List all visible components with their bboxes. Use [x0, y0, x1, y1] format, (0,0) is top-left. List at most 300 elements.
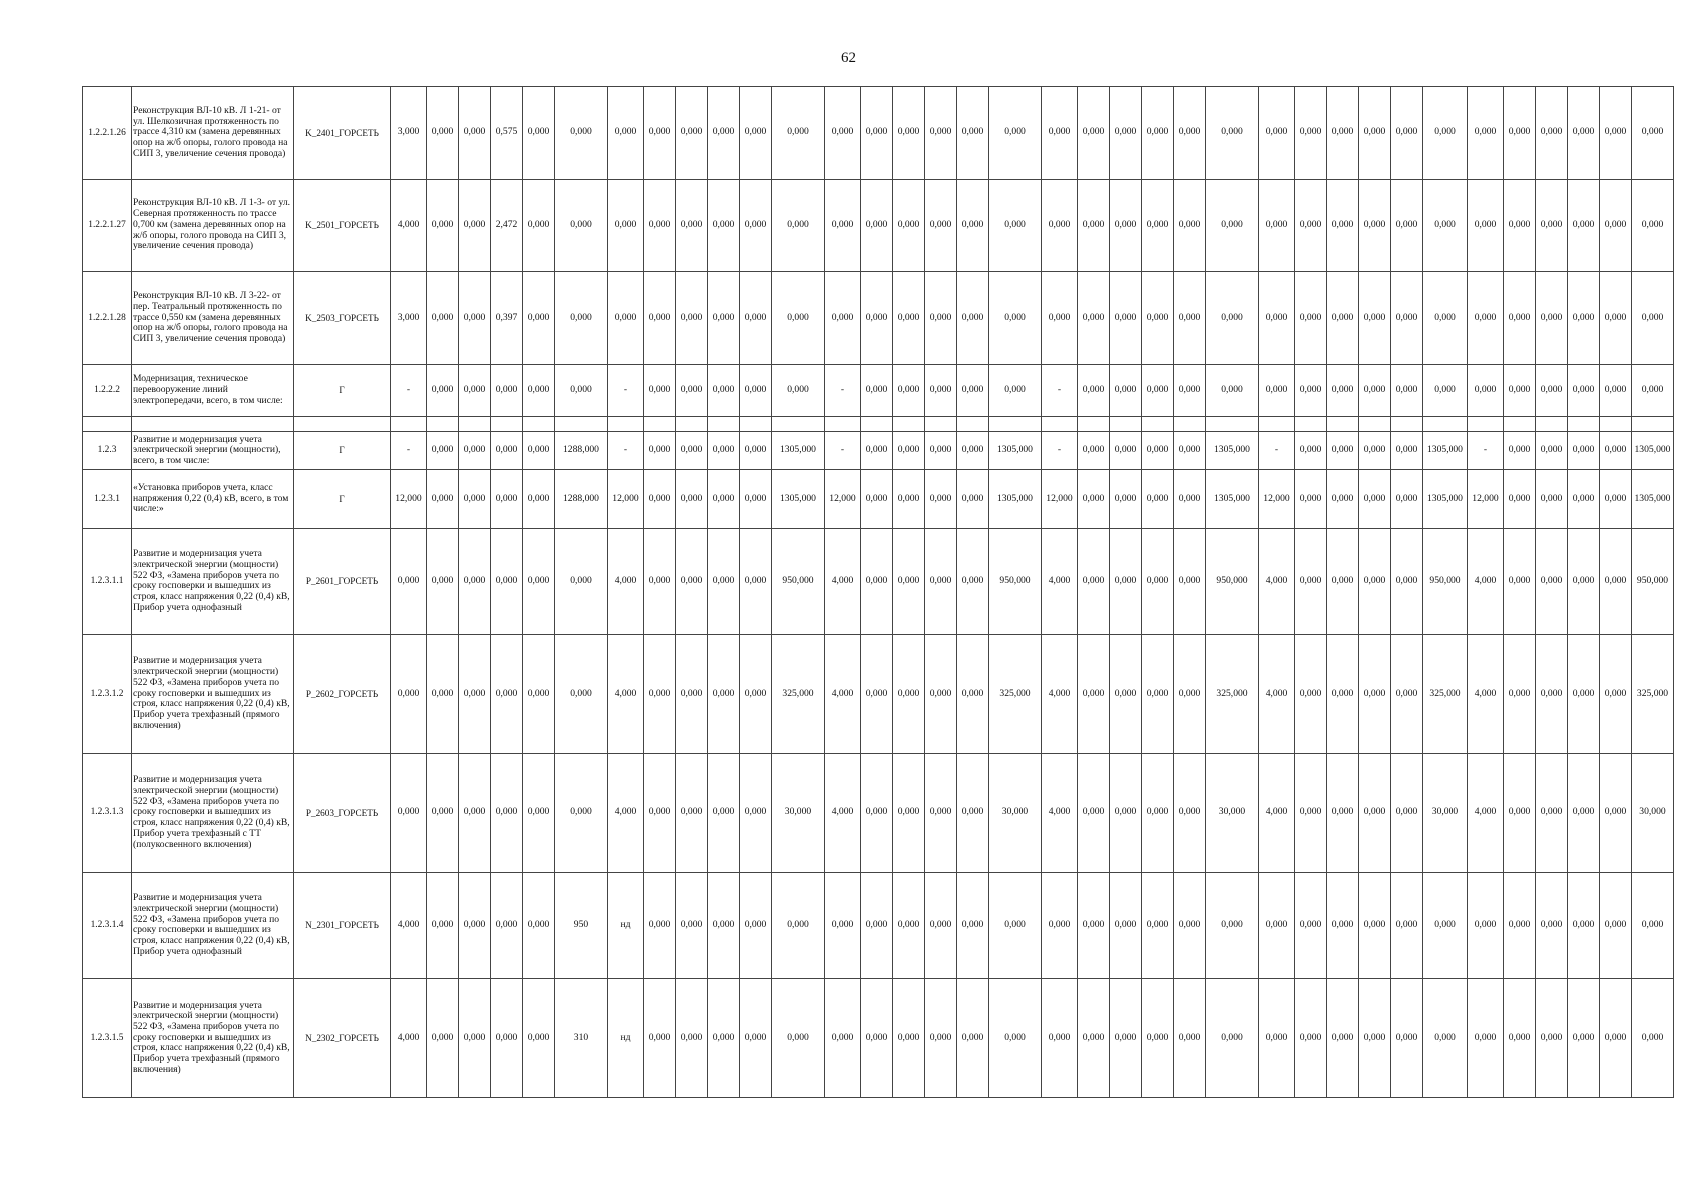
value-cell: 0,000 — [925, 432, 957, 470]
value-cell: 0,000 — [459, 432, 491, 470]
value-cell: 0,000 — [1295, 87, 1327, 180]
value-cell: 0,000 — [1327, 872, 1359, 979]
table-row — [83, 432, 1674, 470]
value-cell: 0,000 — [1327, 272, 1359, 365]
value-cell: 0,000 — [1600, 979, 1632, 1098]
value-cell: 0,000 — [1295, 979, 1327, 1098]
value-cell: 0,000 — [989, 87, 1042, 180]
value-cell: 0,000 — [957, 432, 989, 470]
value-cell: 4,000 — [391, 872, 427, 979]
spacer-row — [83, 416, 1674, 431]
value-cell: 4,000 — [1259, 635, 1295, 754]
value-cell: 0,000 — [925, 272, 957, 365]
value-cell: 950,000 — [1206, 528, 1259, 635]
value-cell: 0,000 — [555, 528, 608, 635]
value-cell: 0,000 — [459, 635, 491, 754]
value-cell: 0,000 — [1391, 272, 1423, 365]
empty-cell — [893, 416, 925, 431]
value-cell: 0,000 — [1568, 872, 1600, 979]
value-cell: 0,000 — [1174, 979, 1206, 1098]
value-cell: 0,000 — [555, 179, 608, 272]
value-cell: - — [1042, 432, 1078, 470]
row-number: 1.2.2.1.27 — [83, 179, 132, 272]
empty-cell — [957, 416, 989, 431]
value-cell: 0,000 — [459, 364, 491, 416]
value-cell: 0,000 — [740, 364, 772, 416]
value-cell: 0,000 — [1504, 528, 1536, 635]
value-cell: 0,000 — [1295, 753, 1327, 872]
value-cell: 0,000 — [1078, 753, 1110, 872]
project-code: Г — [294, 364, 391, 416]
project-code: K_2501_ГОРСЕТЬ — [294, 179, 391, 272]
value-cell: 0,000 — [1359, 872, 1391, 979]
value-cell: 30,000 — [1206, 753, 1259, 872]
value-cell: 0,000 — [957, 272, 989, 365]
project-code: K_2503_ГОРСЕТЬ — [294, 272, 391, 365]
value-cell: 0,000 — [1600, 753, 1632, 872]
value-cell: - — [1042, 364, 1078, 416]
value-cell: 325,000 — [989, 635, 1042, 754]
value-cell: 0,000 — [644, 272, 676, 365]
value-cell: 0,000 — [1259, 272, 1295, 365]
value-cell: 0,000 — [740, 753, 772, 872]
value-cell: 0,000 — [1468, 979, 1504, 1098]
value-cell: 0,000 — [925, 753, 957, 872]
value-cell: 0,000 — [1391, 179, 1423, 272]
value-cell: 0,000 — [740, 470, 772, 528]
value-cell: 0,000 — [1078, 979, 1110, 1098]
value-cell: 4,000 — [1259, 528, 1295, 635]
value-cell: 1305,000 — [989, 432, 1042, 470]
value-cell: 0,000 — [861, 979, 893, 1098]
value-cell: 0,000 — [1142, 364, 1174, 416]
value-cell: 0,000 — [1327, 979, 1359, 1098]
value-cell: 0,000 — [957, 364, 989, 416]
value-cell: - — [1468, 432, 1504, 470]
value-cell: 325,000 — [1206, 635, 1259, 754]
value-cell: 0,000 — [555, 753, 608, 872]
value-cell: 0,000 — [708, 87, 740, 180]
value-cell: 0,000 — [1536, 528, 1568, 635]
value-cell: 12,000 — [825, 470, 861, 528]
value-cell: 0,000 — [893, 528, 925, 635]
value-cell: 0,000 — [893, 872, 925, 979]
empty-cell — [772, 416, 825, 431]
empty-cell — [1391, 416, 1423, 431]
value-cell: 0,000 — [1504, 470, 1536, 528]
value-cell: 0,000 — [459, 179, 491, 272]
value-cell: 0,000 — [1327, 528, 1359, 635]
project-code: P_2602_ГОРСЕТЬ — [294, 635, 391, 754]
value-cell: 0,000 — [523, 179, 555, 272]
value-cell: 0,000 — [644, 979, 676, 1098]
value-cell: 0,000 — [676, 635, 708, 754]
value-cell: 0,000 — [825, 179, 861, 272]
value-cell: 0,000 — [861, 432, 893, 470]
table-row — [83, 872, 1674, 979]
empty-cell — [1327, 416, 1359, 431]
value-cell: 0,000 — [1391, 753, 1423, 872]
empty-cell — [925, 416, 957, 431]
value-cell: 0,000 — [1078, 635, 1110, 754]
value-cell: 0,000 — [1600, 87, 1632, 180]
value-cell: 0,000 — [427, 432, 459, 470]
empty-cell — [83, 416, 132, 431]
value-cell: 1305,000 — [1206, 470, 1259, 528]
row-number: 1.2.2.2 — [83, 364, 132, 416]
value-cell: 1305,000 — [1423, 470, 1468, 528]
value-cell: 0,000 — [459, 753, 491, 872]
value-cell: 0,000 — [1504, 87, 1536, 180]
value-cell: 0,000 — [1536, 87, 1568, 180]
row-number: 1.2.3.1.3 — [83, 753, 132, 872]
value-cell: 0,000 — [491, 635, 523, 754]
value-cell: 0,000 — [491, 528, 523, 635]
value-cell: 0,000 — [1259, 364, 1295, 416]
value-cell: 0,000 — [644, 753, 676, 872]
value-cell: 0,000 — [676, 87, 708, 180]
value-cell: 0,000 — [459, 528, 491, 635]
value-cell: 0,000 — [893, 432, 925, 470]
value-cell: 0,000 — [708, 432, 740, 470]
empty-cell — [676, 416, 708, 431]
value-cell: 0,000 — [1078, 872, 1110, 979]
value-cell: 0,000 — [1110, 432, 1142, 470]
value-cell: 1305,000 — [1632, 432, 1674, 470]
value-cell: 0,000 — [459, 872, 491, 979]
value-cell: 0,000 — [1295, 364, 1327, 416]
value-cell: 0,000 — [1174, 87, 1206, 180]
value-cell: 0,000 — [893, 979, 925, 1098]
value-cell: 12,000 — [1259, 470, 1295, 528]
value-cell: 0,000 — [555, 635, 608, 754]
value-cell: - — [825, 432, 861, 470]
value-cell: 0,000 — [391, 528, 427, 635]
value-cell: 0,000 — [523, 635, 555, 754]
investment-table — [82, 86, 1674, 1098]
value-cell: 0,000 — [427, 528, 459, 635]
value-cell: 0,000 — [1600, 528, 1632, 635]
row-number: 1.2.3.1.1 — [83, 528, 132, 635]
value-cell: 0,000 — [740, 432, 772, 470]
project-description: Развитие и модернизация учета электрической энергии (мощности) 522 ФЗ, «Замена приборов учета по сроку госповерки и вышедших из строя, класс напряжения 0,22 (0,4) кВ, Прибор учета однофазный — [132, 528, 294, 635]
value-cell: 0,000 — [772, 87, 825, 180]
value-cell: 0,000 — [893, 87, 925, 180]
value-cell: 4,000 — [1468, 528, 1504, 635]
value-cell: 0,000 — [1359, 272, 1391, 365]
value-cell: 950,000 — [1632, 528, 1674, 635]
empty-cell — [1632, 416, 1674, 431]
value-cell: 0,000 — [491, 432, 523, 470]
value-cell: 0,000 — [925, 528, 957, 635]
value-cell: 0,000 — [523, 872, 555, 979]
value-cell: 0,000 — [1174, 753, 1206, 872]
value-cell: 0,000 — [1600, 179, 1632, 272]
value-cell: 0,000 — [861, 272, 893, 365]
value-cell: - — [1259, 432, 1295, 470]
value-cell: 0,000 — [644, 635, 676, 754]
value-cell: 0,000 — [1391, 364, 1423, 416]
value-cell: 0,000 — [1042, 979, 1078, 1098]
value-cell: 0,000 — [1568, 470, 1600, 528]
value-cell: 4,000 — [825, 753, 861, 872]
value-cell: 4,000 — [1468, 635, 1504, 754]
value-cell: 4,000 — [391, 979, 427, 1098]
value-cell: 0,000 — [861, 872, 893, 979]
empty-cell — [555, 416, 608, 431]
project-code: P_2603_ГОРСЕТЬ — [294, 753, 391, 872]
value-cell: 0,000 — [1142, 635, 1174, 754]
value-cell: 0,000 — [1504, 364, 1536, 416]
value-cell: 0,000 — [1468, 179, 1504, 272]
value-cell: 4,000 — [1259, 753, 1295, 872]
value-cell: 0,000 — [1110, 635, 1142, 754]
value-cell: 0,000 — [1110, 179, 1142, 272]
table-row — [83, 635, 1674, 754]
value-cell: 0,000 — [708, 753, 740, 872]
value-cell: 0,000 — [1078, 528, 1110, 635]
value-cell: 0,000 — [1504, 979, 1536, 1098]
value-cell: 0,000 — [1504, 272, 1536, 365]
value-cell: 0,000 — [1078, 272, 1110, 365]
value-cell: 0,575 — [491, 87, 523, 180]
value-cell: 0,000 — [1568, 753, 1600, 872]
value-cell: 0,000 — [523, 364, 555, 416]
value-cell: нд — [608, 872, 644, 979]
value-cell: 0,000 — [861, 364, 893, 416]
value-cell: 0,000 — [644, 364, 676, 416]
value-cell: 0,000 — [925, 179, 957, 272]
value-cell: 0,000 — [925, 364, 957, 416]
value-cell: 0,000 — [772, 364, 825, 416]
value-cell: 0,000 — [740, 179, 772, 272]
value-cell: 0,000 — [1327, 432, 1359, 470]
table-row — [83, 528, 1674, 635]
value-cell: 0,000 — [555, 272, 608, 365]
value-cell: 0,000 — [1468, 364, 1504, 416]
value-cell: 0,000 — [1206, 87, 1259, 180]
value-cell: 0,000 — [459, 979, 491, 1098]
empty-cell — [427, 416, 459, 431]
value-cell: 0,000 — [1423, 87, 1468, 180]
project-description: Модернизация, техническое перевооружение линий электропередачи, всего, в том числе: — [132, 364, 294, 416]
empty-cell — [1423, 416, 1468, 431]
value-cell: 0,000 — [1359, 432, 1391, 470]
value-cell: 0,000 — [491, 364, 523, 416]
value-cell: 0,000 — [957, 470, 989, 528]
value-cell: 0,000 — [740, 872, 772, 979]
value-cell: 950,000 — [772, 528, 825, 635]
value-cell: 0,000 — [1504, 753, 1536, 872]
row-number: 1.2.3.1.4 — [83, 872, 132, 979]
value-cell: 0,000 — [1295, 635, 1327, 754]
value-cell: 0,000 — [1391, 979, 1423, 1098]
value-cell: 1288,000 — [555, 470, 608, 528]
value-cell: 0,000 — [555, 87, 608, 180]
value-cell: 0,000 — [1568, 272, 1600, 365]
value-cell: 0,000 — [427, 272, 459, 365]
value-cell: 0,000 — [893, 179, 925, 272]
value-cell: 3,000 — [391, 272, 427, 365]
value-cell: 4,000 — [825, 635, 861, 754]
value-cell: 0,000 — [1423, 979, 1468, 1098]
row-number: 1.2.3.1.2 — [83, 635, 132, 754]
value-cell: 0,000 — [957, 872, 989, 979]
value-cell: 0,000 — [1568, 364, 1600, 416]
empty-cell — [708, 416, 740, 431]
value-cell: 0,000 — [1359, 87, 1391, 180]
row-number: 1.2.3 — [83, 432, 132, 470]
value-cell: 0,000 — [1359, 364, 1391, 416]
value-cell: 0,000 — [1359, 179, 1391, 272]
value-cell: 0,000 — [644, 528, 676, 635]
empty-cell — [1600, 416, 1632, 431]
value-cell: 325,000 — [1632, 635, 1674, 754]
value-cell: 0,000 — [893, 364, 925, 416]
empty-cell — [491, 416, 523, 431]
value-cell: 1305,000 — [772, 432, 825, 470]
value-cell: 0,000 — [1110, 470, 1142, 528]
empty-cell — [1174, 416, 1206, 431]
value-cell: 0,000 — [1423, 364, 1468, 416]
value-cell: 0,000 — [644, 872, 676, 979]
value-cell: 950,000 — [989, 528, 1042, 635]
value-cell: 0,000 — [925, 872, 957, 979]
value-cell: 310 — [555, 979, 608, 1098]
value-cell: 0,000 — [1259, 87, 1295, 180]
value-cell: 0,000 — [459, 470, 491, 528]
value-cell: - — [825, 364, 861, 416]
value-cell: 0,000 — [893, 635, 925, 754]
value-cell: 0,000 — [1359, 528, 1391, 635]
project-code: P_2601_ГОРСЕТЬ — [294, 528, 391, 635]
table-body — [83, 87, 1674, 1098]
value-cell: 0,000 — [1295, 272, 1327, 365]
value-cell: 0,000 — [1174, 528, 1206, 635]
value-cell: 12,000 — [391, 470, 427, 528]
value-cell: 1305,000 — [1632, 470, 1674, 528]
value-cell: 0,000 — [644, 470, 676, 528]
value-cell: 0,000 — [676, 528, 708, 635]
row-number: 1.2.3.1 — [83, 470, 132, 528]
value-cell: 12,000 — [1468, 470, 1504, 528]
value-cell: 0,000 — [1042, 872, 1078, 979]
value-cell: 950 — [555, 872, 608, 979]
empty-cell — [459, 416, 491, 431]
value-cell: 30,000 — [1632, 753, 1674, 872]
value-cell: 0,000 — [676, 872, 708, 979]
project-code: Г — [294, 470, 391, 528]
value-cell: 0,000 — [772, 179, 825, 272]
value-cell: 1288,000 — [555, 432, 608, 470]
value-cell: 0,000 — [957, 979, 989, 1098]
project-code: N_2302_ГОРСЕТЬ — [294, 979, 391, 1098]
value-cell: - — [608, 432, 644, 470]
value-cell: 0,000 — [1174, 872, 1206, 979]
value-cell: 0,000 — [676, 470, 708, 528]
value-cell: 0,000 — [740, 272, 772, 365]
value-cell: 1305,000 — [989, 470, 1042, 528]
value-cell: 0,000 — [1536, 179, 1568, 272]
row-number: 1.2.2.1.26 — [83, 87, 132, 180]
table-row — [83, 364, 1674, 416]
value-cell: 0,000 — [491, 872, 523, 979]
empty-cell — [1468, 416, 1504, 431]
value-cell: 4,000 — [825, 528, 861, 635]
value-cell: 0,000 — [1078, 87, 1110, 180]
value-cell: 4,000 — [391, 179, 427, 272]
value-cell: 0,000 — [708, 872, 740, 979]
value-cell: 0,000 — [1174, 272, 1206, 365]
empty-cell — [1568, 416, 1600, 431]
value-cell: 0,000 — [1206, 364, 1259, 416]
value-cell: 0,000 — [1359, 753, 1391, 872]
value-cell: 0,000 — [1391, 872, 1423, 979]
value-cell: 0,000 — [925, 635, 957, 754]
value-cell: 0,000 — [1078, 432, 1110, 470]
value-cell: 0,000 — [1391, 635, 1423, 754]
value-cell: 0,000 — [523, 470, 555, 528]
value-cell: 0,000 — [893, 470, 925, 528]
value-cell: 0,000 — [1206, 872, 1259, 979]
empty-cell — [1078, 416, 1110, 431]
value-cell: 0,000 — [861, 753, 893, 872]
value-cell: 0,000 — [957, 635, 989, 754]
value-cell: 0,000 — [740, 979, 772, 1098]
value-cell: 0,000 — [1295, 179, 1327, 272]
value-cell: 0,000 — [825, 87, 861, 180]
value-cell: 0,000 — [708, 179, 740, 272]
value-cell: 0,000 — [523, 272, 555, 365]
value-cell: 0,000 — [523, 979, 555, 1098]
value-cell: - — [391, 364, 427, 416]
empty-cell — [989, 416, 1042, 431]
value-cell: 0,000 — [676, 179, 708, 272]
value-cell: 12,000 — [608, 470, 644, 528]
project-code: K_2401_ГОРСЕТЬ — [294, 87, 391, 180]
value-cell: 0,000 — [427, 635, 459, 754]
value-cell: 30,000 — [772, 753, 825, 872]
project-description: Развитие и модернизация учета электрической энергии (мощности) 522 ФЗ, «Замена приборов учета по сроку госповерки и вышедших из строя, класс напряжения 0,22 (0,4) кВ, Прибор учета однофазный — [132, 872, 294, 979]
value-cell: 0,000 — [989, 272, 1042, 365]
value-cell: 0,000 — [644, 432, 676, 470]
value-cell: 0,000 — [925, 979, 957, 1098]
value-cell: 0,000 — [861, 179, 893, 272]
value-cell: 30,000 — [989, 753, 1042, 872]
value-cell: 4,000 — [608, 528, 644, 635]
value-cell: 0,000 — [1536, 753, 1568, 872]
value-cell: 0,000 — [708, 470, 740, 528]
value-cell: 0,000 — [1504, 179, 1536, 272]
value-cell: 0,000 — [772, 872, 825, 979]
value-cell: 0,000 — [1295, 528, 1327, 635]
value-cell: 0,000 — [1174, 364, 1206, 416]
value-cell: 0,000 — [1295, 470, 1327, 528]
value-cell: 0,000 — [1600, 635, 1632, 754]
value-cell: 0,000 — [1391, 432, 1423, 470]
value-cell: 0,000 — [861, 87, 893, 180]
value-cell: 0,000 — [708, 635, 740, 754]
project-description: «Установка приборов учета, класс напряжения 0,22 (0,4) кВ, всего, в том числе:» — [132, 470, 294, 528]
project-description: Развитие и модернизация учета электрической энергии (мощности) 522 ФЗ, «Замена приборов учета по сроку госповерки и вышедших из строя, класс напряжения 0,22 (0,4) кВ, Прибор учета трехфазный (прямого включения) — [132, 979, 294, 1098]
value-cell: 0,000 — [1142, 87, 1174, 180]
value-cell: 0,000 — [1259, 872, 1295, 979]
value-cell: 0,000 — [861, 470, 893, 528]
value-cell: 0,000 — [523, 753, 555, 872]
value-cell: 325,000 — [1423, 635, 1468, 754]
value-cell: 0,000 — [772, 979, 825, 1098]
value-cell: 0,000 — [427, 87, 459, 180]
